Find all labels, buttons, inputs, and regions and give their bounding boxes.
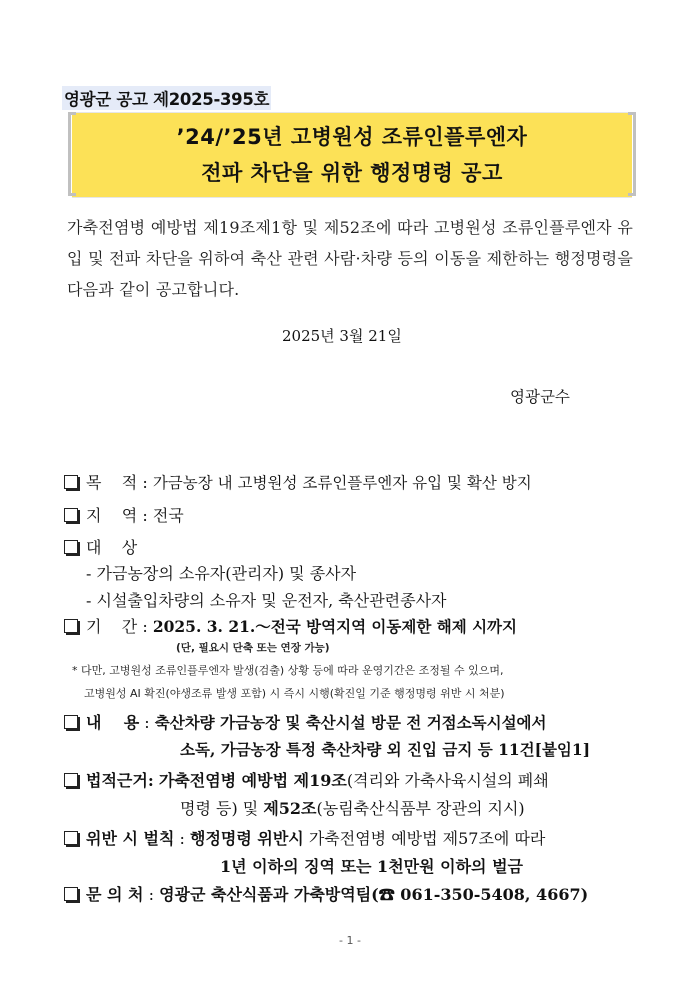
separator: : bbox=[137, 506, 153, 525]
item-period bbox=[64, 614, 517, 637]
item-label: 대 상 bbox=[86, 538, 138, 557]
notice-date: 2025년 3월 21일 bbox=[282, 327, 402, 345]
penalty-line-2: 1년 이하의 징역 또는 1천만원 이하의 벌금 bbox=[220, 857, 523, 876]
period-remark-2: 고병원성 AI 확진(야생조류 발생 포함) 시 즉시 시행(확진일 기준 행정명령 위반 시 처분) bbox=[84, 687, 505, 700]
legal-text: 명령 등) 및 bbox=[180, 799, 264, 818]
period-remark-1: * 다만, 고병원성 조류인플루엔자 발생(검출) 상황 등에 따라 운영기간은 조정될 수 있으며, bbox=[72, 664, 504, 677]
item-region bbox=[64, 503, 184, 526]
legal-text: (농림축산식품부 장관의 지시) bbox=[316, 799, 525, 818]
item-label: 목 적 bbox=[86, 473, 138, 492]
item-purpose bbox=[64, 470, 532, 493]
page-number: - 1 - bbox=[339, 934, 361, 947]
item-contact bbox=[64, 882, 588, 905]
separator: : bbox=[137, 473, 153, 492]
notice-number: 영광군 공고 제2025-395호 bbox=[62, 86, 271, 110]
title-line-1: ’24/’25년 고병원성 조류인플루엔자 bbox=[176, 125, 528, 149]
contact-phone: 061-350-5408, 4667) bbox=[394, 885, 589, 904]
legal-article: 제52조 bbox=[263, 799, 317, 818]
contact-text: 영광군 축산식품과 가축방역팀( bbox=[159, 885, 379, 904]
item-value: 2025. 3. 21.～전국 방역지역 이동제한 해제 시까지 bbox=[152, 617, 517, 636]
target-sub-2: - 시설출입차량의 소유자 및 운전자, 축산관련종사자 bbox=[86, 591, 447, 610]
item-label: 내 용 bbox=[86, 713, 140, 732]
checkbox-square-icon bbox=[64, 475, 78, 489]
phone-icon: ☎ bbox=[378, 885, 395, 904]
target-sub-1: - 가금농장의 소유자(관리자) 및 종사자 bbox=[86, 564, 357, 583]
item-value: 가금농장 내 고병원성 조류인플루엔자 유입 및 확산 방지 bbox=[152, 474, 532, 492]
item-target bbox=[64, 535, 137, 558]
content-line-1: 축산차량 가금농장 및 축산시설 방문 전 거점소독시설에서 bbox=[154, 713, 547, 732]
item-value: 전국 bbox=[152, 506, 184, 525]
penalty-text: 행정명령 위반시 bbox=[189, 829, 304, 848]
legal-text: (격리와 가축사육시설의 폐쇄 bbox=[346, 771, 549, 790]
title-line-2: 전파 차단을 위한 행정명령 공고 bbox=[201, 161, 503, 185]
item-penalty bbox=[64, 826, 545, 849]
issuer: 영광군수 bbox=[510, 388, 570, 406]
separator: : bbox=[143, 885, 160, 904]
item-label: 지 역 bbox=[86, 506, 138, 525]
item-label: 기 간 bbox=[86, 617, 138, 636]
checkbox-square-icon bbox=[64, 540, 78, 554]
separator: : bbox=[137, 617, 153, 636]
item-legal-basis bbox=[64, 768, 549, 791]
item-label: 법적근거: bbox=[86, 771, 154, 790]
separator: : bbox=[174, 829, 190, 848]
legal-article: 제19조 bbox=[293, 771, 347, 790]
item-label: 문 의 처 bbox=[86, 885, 144, 904]
checkbox-square-icon bbox=[64, 619, 78, 633]
checkbox-square-icon bbox=[64, 508, 78, 522]
title-box bbox=[72, 112, 632, 198]
legal-text: 가축전염병 예방법 bbox=[158, 771, 294, 790]
legal-basis-line-2 bbox=[180, 796, 525, 819]
checkbox-square-icon bbox=[64, 773, 78, 787]
checkbox-square-icon bbox=[64, 831, 78, 845]
item-content bbox=[64, 710, 547, 733]
penalty-text: 가축전염병 예방법 제57조에 따라 bbox=[303, 829, 546, 848]
separator: : bbox=[139, 713, 155, 732]
checkbox-square-icon bbox=[64, 887, 78, 901]
checkbox-square-icon bbox=[64, 715, 78, 729]
period-note: (단, 필요시 단축 또는 연장 가능) bbox=[176, 642, 330, 654]
content-line-2: 소독, 가금농장 특정 축산차량 외 진입 금지 등 11건[붙임1] bbox=[180, 740, 591, 759]
item-label: 위반 시 벌칙 bbox=[86, 829, 175, 848]
intro-paragraph: 가축전염병 예방법 제19조제1항 및 제52조에 따라 고병원성 조류인플루엔자 유입 및 전파 차단을 위하여 축산 관련 사람·차량 등의 이동을 제한하는 행정명령을 다음과 같이 공고합니다. bbox=[67, 218, 633, 299]
